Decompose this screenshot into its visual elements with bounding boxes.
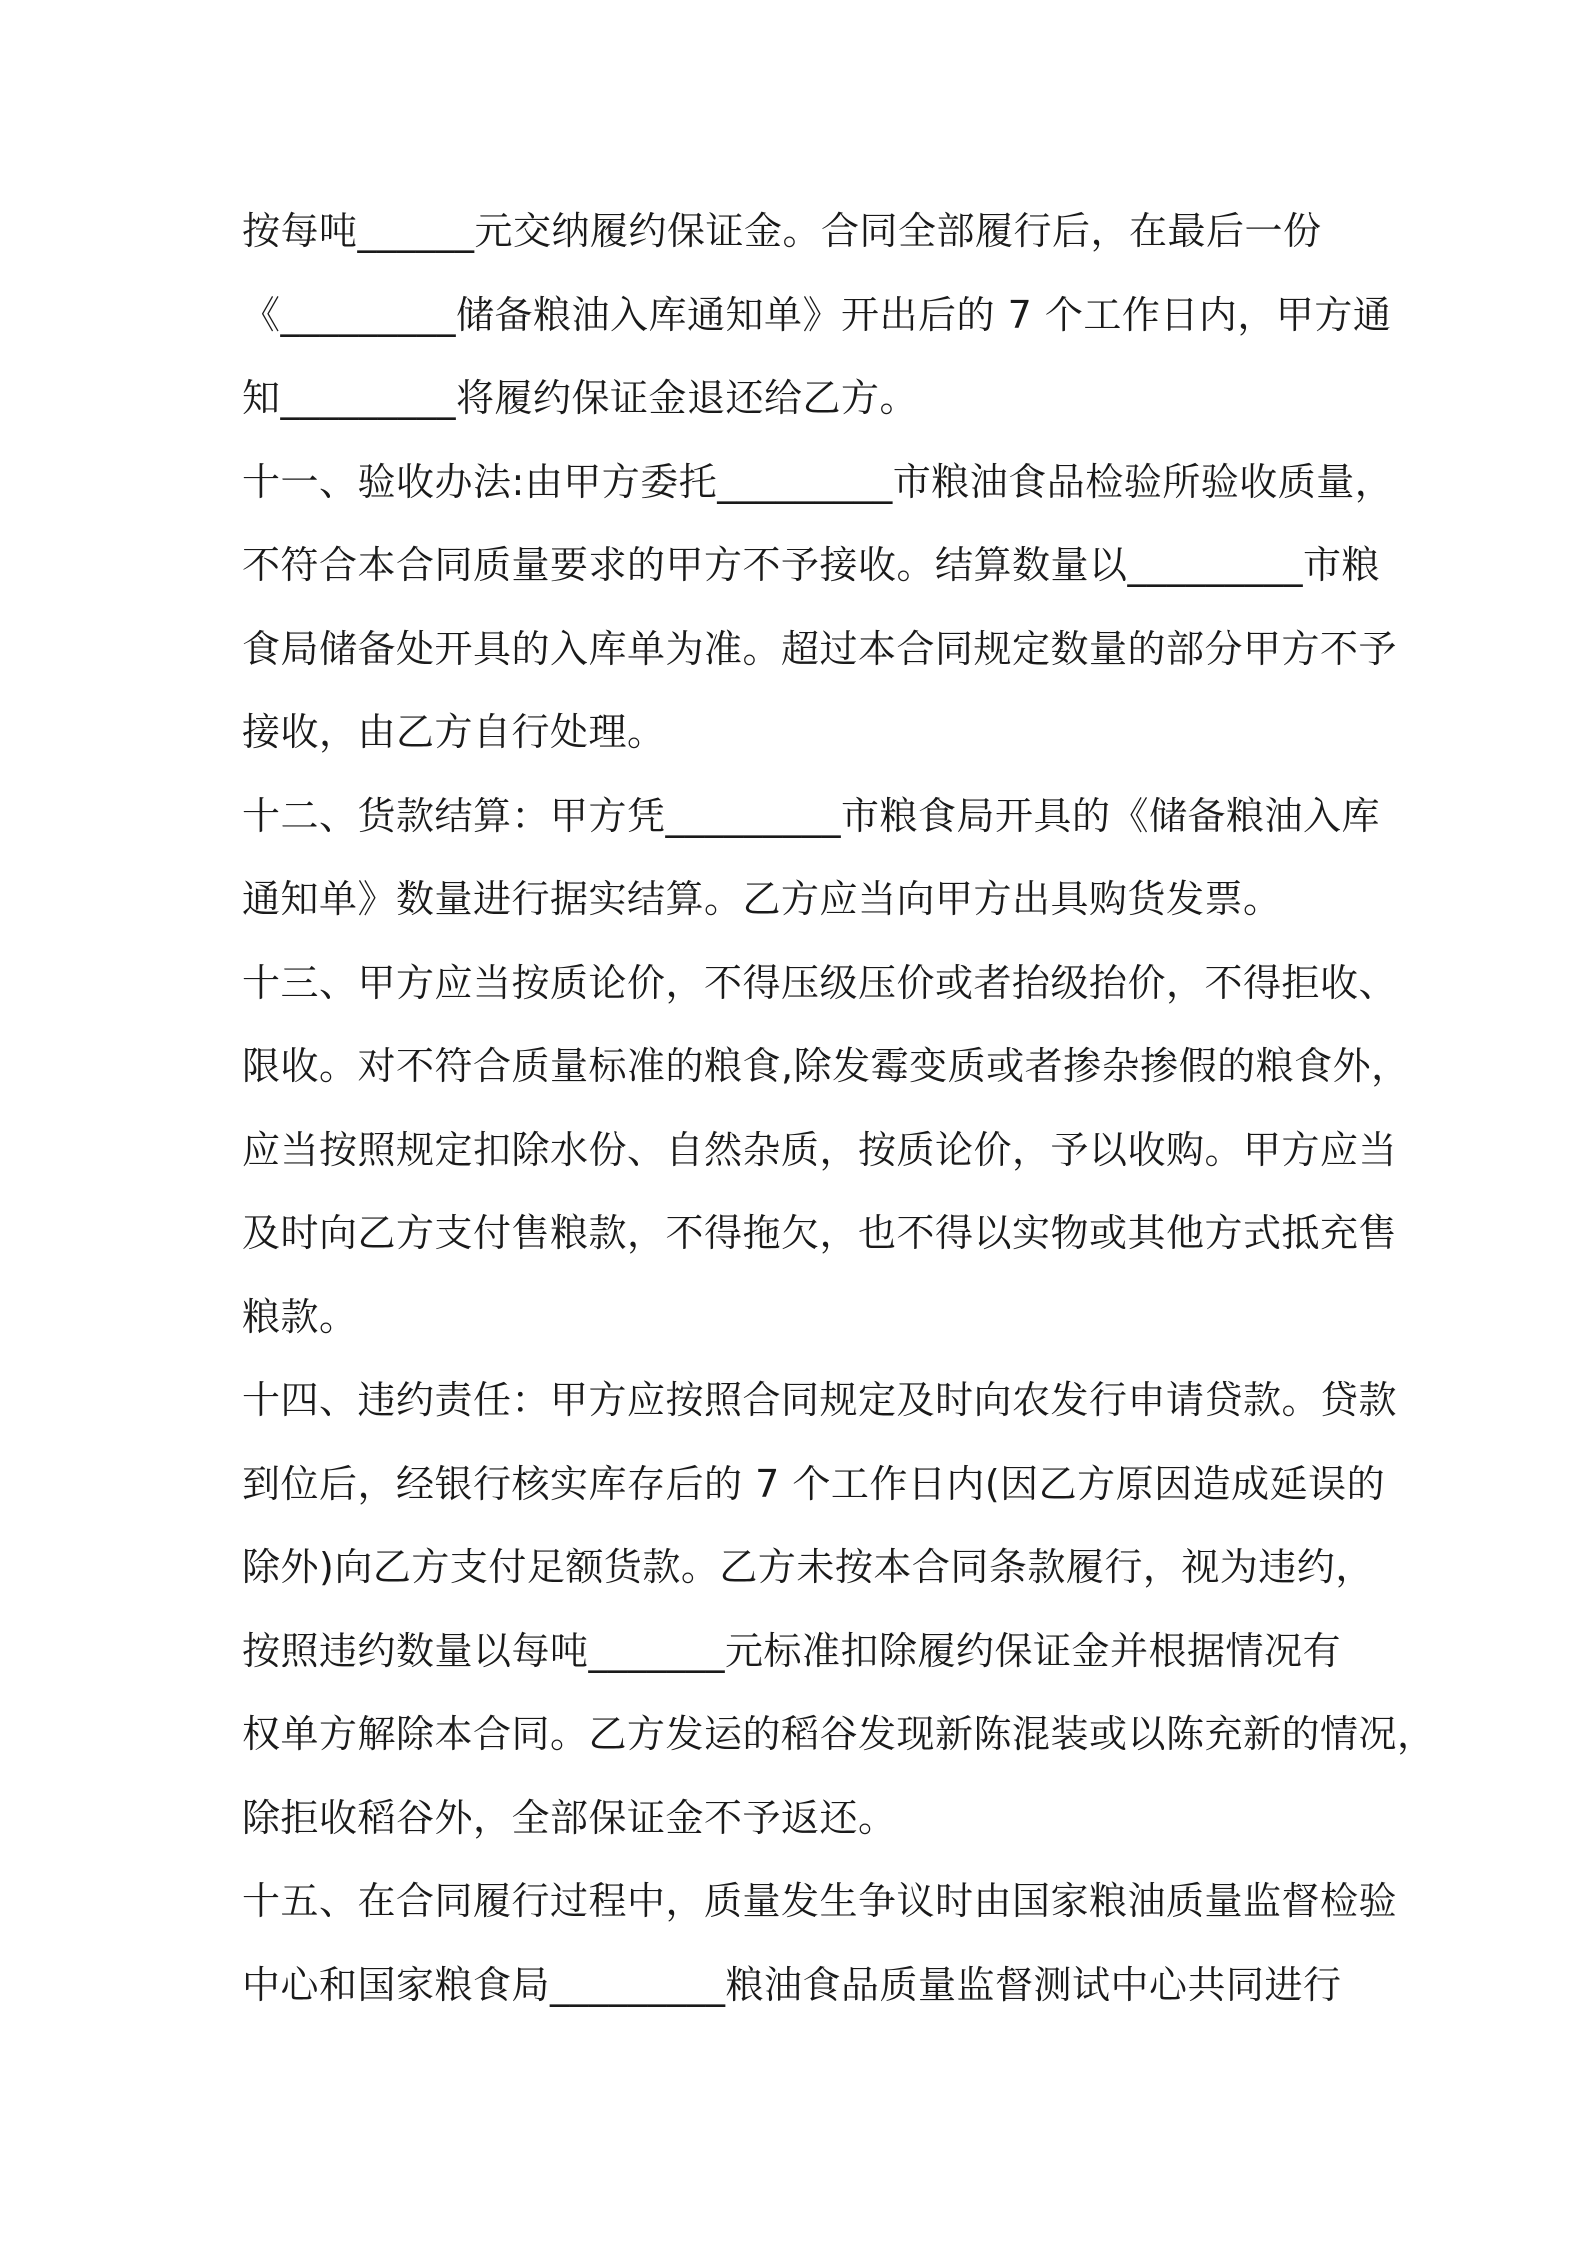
text-line: 《_________储备粮油入库通知单》开出后的 7 个工作日内，甲方通 [242,293,1392,337]
text-line: 十五、在合同履行过程中，质量发生争议时由国家粮油质量监督检验 [242,1879,1398,1923]
text-line: 及时向乙方支付售粮款，不得拖欠，也不得以实物或其他方式抵充售 [242,1211,1398,1255]
text-line: 十一、验收办法:由甲方委托_________市粮油食品检验所验收质量， [242,460,1394,504]
text-line: 除外)向乙方支付足额货款。乙方未按本合同条款履行，视为违约， [242,1545,1374,1589]
text-line: 权单方解除本合同。乙方发运的稻谷发现新陈混装或以陈充新的情况， [242,1712,1436,1756]
text-line: 按每吨______元交纳履约保证金。合同全部履行后，在最后一份 [242,209,1322,253]
text-line: 粮款。 [242,1295,358,1339]
text-line: 到位后，经银行核实库存后的 7 个工作日内(因乙方原因造成延误的 [242,1462,1386,1506]
text-line: 接收，由乙方自行处理。 [242,710,666,754]
text-line: 中心和国家粮食局_________粮油食品质量监督测试中心共同进行 [242,1963,1342,2007]
text-line: 通知单》数量进行据实结算。乙方应当向甲方出具购货发票。 [242,877,1282,921]
text-line: 十二、货款结算：甲方凭_________市粮食局开具的《储备粮油入库 [242,794,1381,838]
text-line: 不符合本合同质量要求的甲方不予接收。结算数量以_________市粮 [242,543,1381,587]
text-line: 应当按照规定扣除水份、自然杂质，按质论价，予以收购。甲方应当 [242,1128,1398,1172]
text-line: 按照违约数量以每吨_______元标准扣除履约保证金并根据情况有 [242,1629,1342,1673]
text-line: 限收。对不符合质量标准的粮食,除发霉变质或者掺杂掺假的粮食外， [242,1044,1410,1088]
text-line: 十三、甲方应当按质论价，不得压级压价或者抬级抬价，不得拒收、 [242,961,1398,1005]
text-line: 食局储备处开具的入库单为准。超过本合同规定数量的部分甲方不予 [242,627,1398,671]
text-line: 知_________将履约保证金退还给乙方。 [242,376,919,420]
text-line: 除拒收稻谷外，全部保证金不予返还。 [242,1796,897,1840]
text-line: 十四、违约责任：甲方应按照合同规定及时向农发行申请贷款。贷款 [242,1378,1398,1422]
